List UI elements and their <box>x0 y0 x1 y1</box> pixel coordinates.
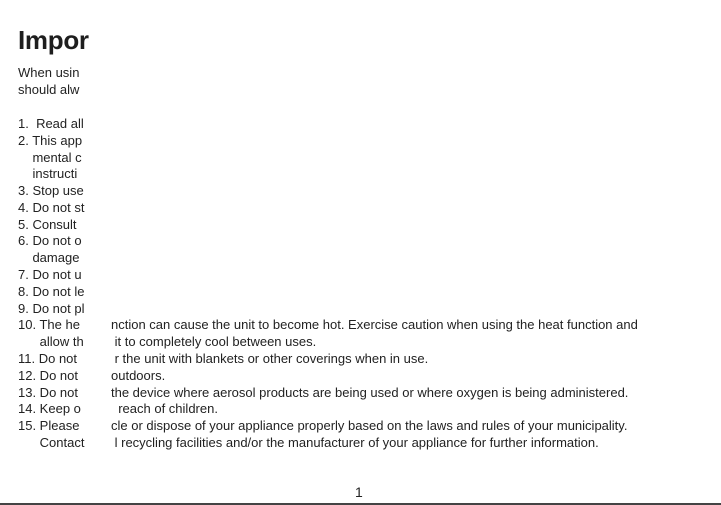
list-item-left: Contact <box>18 435 85 450</box>
page-number: 1 <box>355 484 363 500</box>
list-item-right: cle or dispose of your appliance properly based on the laws and rules of your municipality. <box>111 418 628 433</box>
intro-line-2: should alw <box>18 82 80 97</box>
list-item-left: 3. Stop use <box>18 183 84 198</box>
list-item-left: 12. Do not <box>18 368 78 383</box>
list-item-right: reach of children. <box>111 401 218 416</box>
list-item-left: mental c <box>18 150 82 165</box>
list-item-left: 7. Do not u <box>18 267 82 282</box>
list-item-left: 4. Do not st <box>18 200 85 215</box>
list-item-left: 2. This app <box>18 133 83 148</box>
list-item-right: the device where aerosol products are being used or where oxygen is being administered. <box>111 385 629 400</box>
list-item-left: 15. Please <box>18 418 80 433</box>
list-item-right: it to completely cool between uses. <box>111 334 317 349</box>
list-item-right: nction can cause the unit to become hot. Exercise caution when using the heat function and <box>111 317 638 332</box>
list-item-left: allow th <box>18 334 84 349</box>
list-item-right: outdoors. <box>111 368 166 383</box>
list-item-right: r the unit with blankets or other coverings when in use. <box>111 351 429 366</box>
list-item-right: l recycling facilities and/or the manufacturer of your appliance for further information. <box>111 435 599 450</box>
list-item-left: 11. Do not <box>18 351 78 366</box>
list-item-left: 9. Do not pl <box>18 301 85 316</box>
list-item-left: 1. Read all <box>18 116 84 131</box>
list-item-left: 14. Keep o <box>18 401 81 416</box>
list-item-left: 8. Do not le <box>18 284 85 299</box>
list-item-left: instructi <box>18 166 78 181</box>
list-item-left: 13. Do not <box>18 385 78 400</box>
list-item-left: 6. Do not o <box>18 233 82 248</box>
list-item-left: 10. The he <box>18 317 80 332</box>
list-item-left: 5. Consult <box>18 217 77 232</box>
list-item-left: damage <box>18 250 80 265</box>
intro-line-1: When usin <box>18 65 80 80</box>
page-title: Impor <box>18 25 89 55</box>
